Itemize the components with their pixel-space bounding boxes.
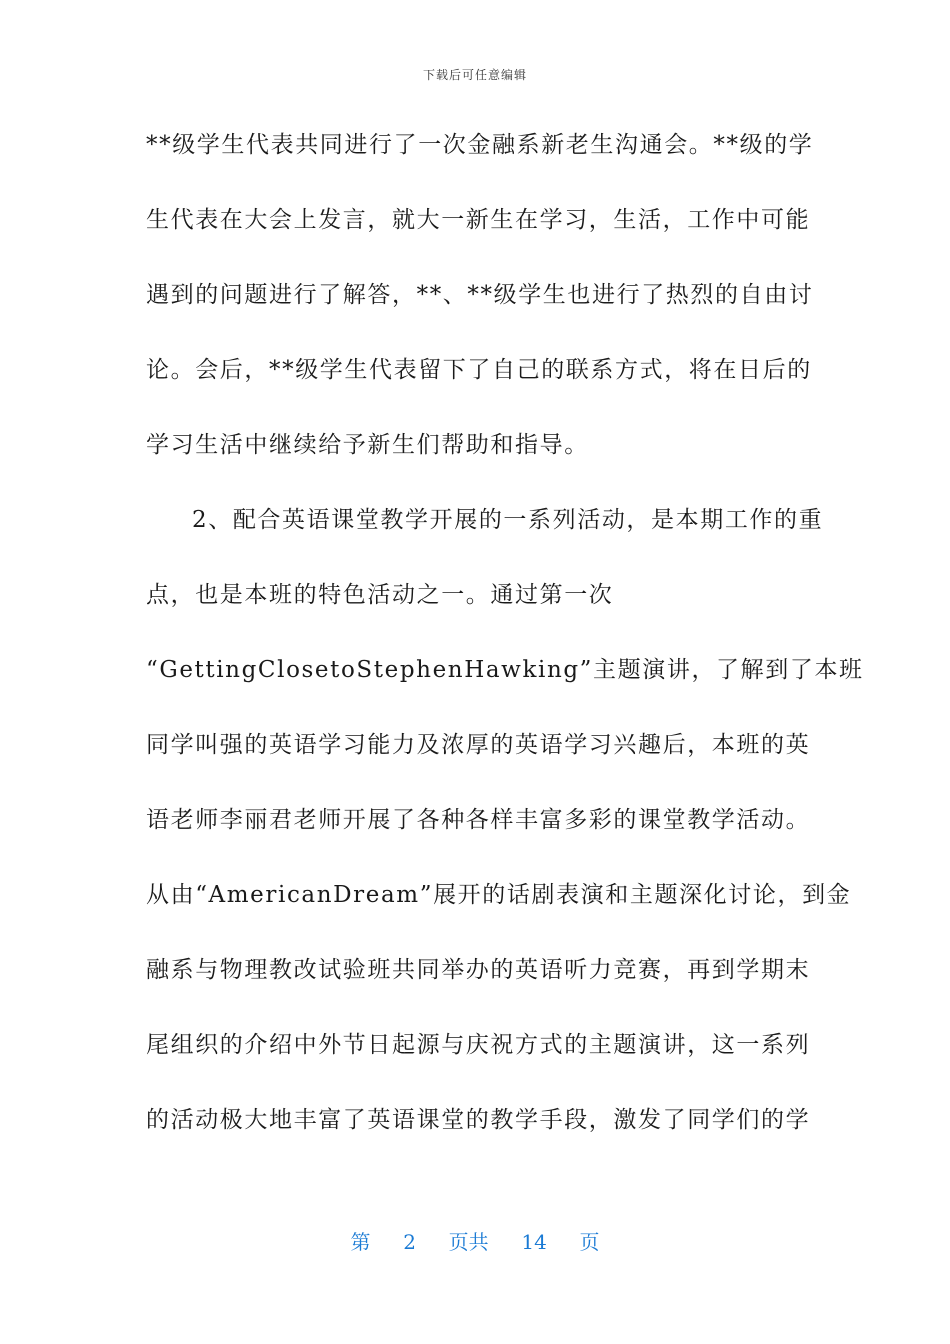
text-line: 生代表在大会上发言，就大一新生在学习，生活，工作中可能: [146, 207, 811, 233]
footer-suffix: 页: [579, 1230, 600, 1254]
text-line: 融系与物理教改试验班共同举办的英语听力竞赛，再到学期末: [146, 957, 811, 983]
footer-prefix: 第: [350, 1230, 371, 1254]
text-line: “GettingClosetoStephenHawking”主题演讲，了解到了本班: [146, 657, 864, 683]
text-line: 遇到的问题进行了解答，**、**级学生也进行了热烈的自由讨: [146, 282, 814, 308]
text-line: 论。会后，**级学生代表留下了自己的联系方式，将在日后的: [146, 357, 812, 383]
total-page-count: 14: [521, 1230, 547, 1254]
text-line: 点，也是本班的特色活动之一。通过第一次: [146, 582, 614, 608]
text-line: 同学叫强的英语学习能力及浓厚的英语学习兴趣后，本班的英: [146, 732, 811, 758]
text-line: 尾组织的介绍中外节日起源与庆祝方式的主题演讲，这一系列: [146, 1032, 811, 1058]
footer-middle: 页共: [448, 1230, 489, 1254]
text-line: **级学生代表共同进行了一次金融系新老生沟通会。**级的学: [146, 132, 814, 158]
text-line: 从由“AmericanDream”展开的话剧表演和主题深化讨论，到金: [146, 882, 852, 908]
current-page-number: 2: [403, 1230, 416, 1254]
text-line: 语老师李丽君老师开展了各种各样丰富多彩的课堂教学活动。: [146, 807, 811, 833]
page-header-note: 下载后可任意编辑: [422, 68, 527, 82]
document-body: [146, 108, 864, 1158]
text-line: 学习生活中继续给予新生们帮助和指导。: [146, 432, 589, 458]
paragraph-start-line: 2、配合英语课堂教学开展的一系列活动，是本期工作的重: [192, 507, 824, 533]
text-line: 的活动极大地丰富了英语课堂的教学手段，激发了同学们的学: [146, 1107, 811, 1133]
page-footer: [0, 1226, 950, 1255]
